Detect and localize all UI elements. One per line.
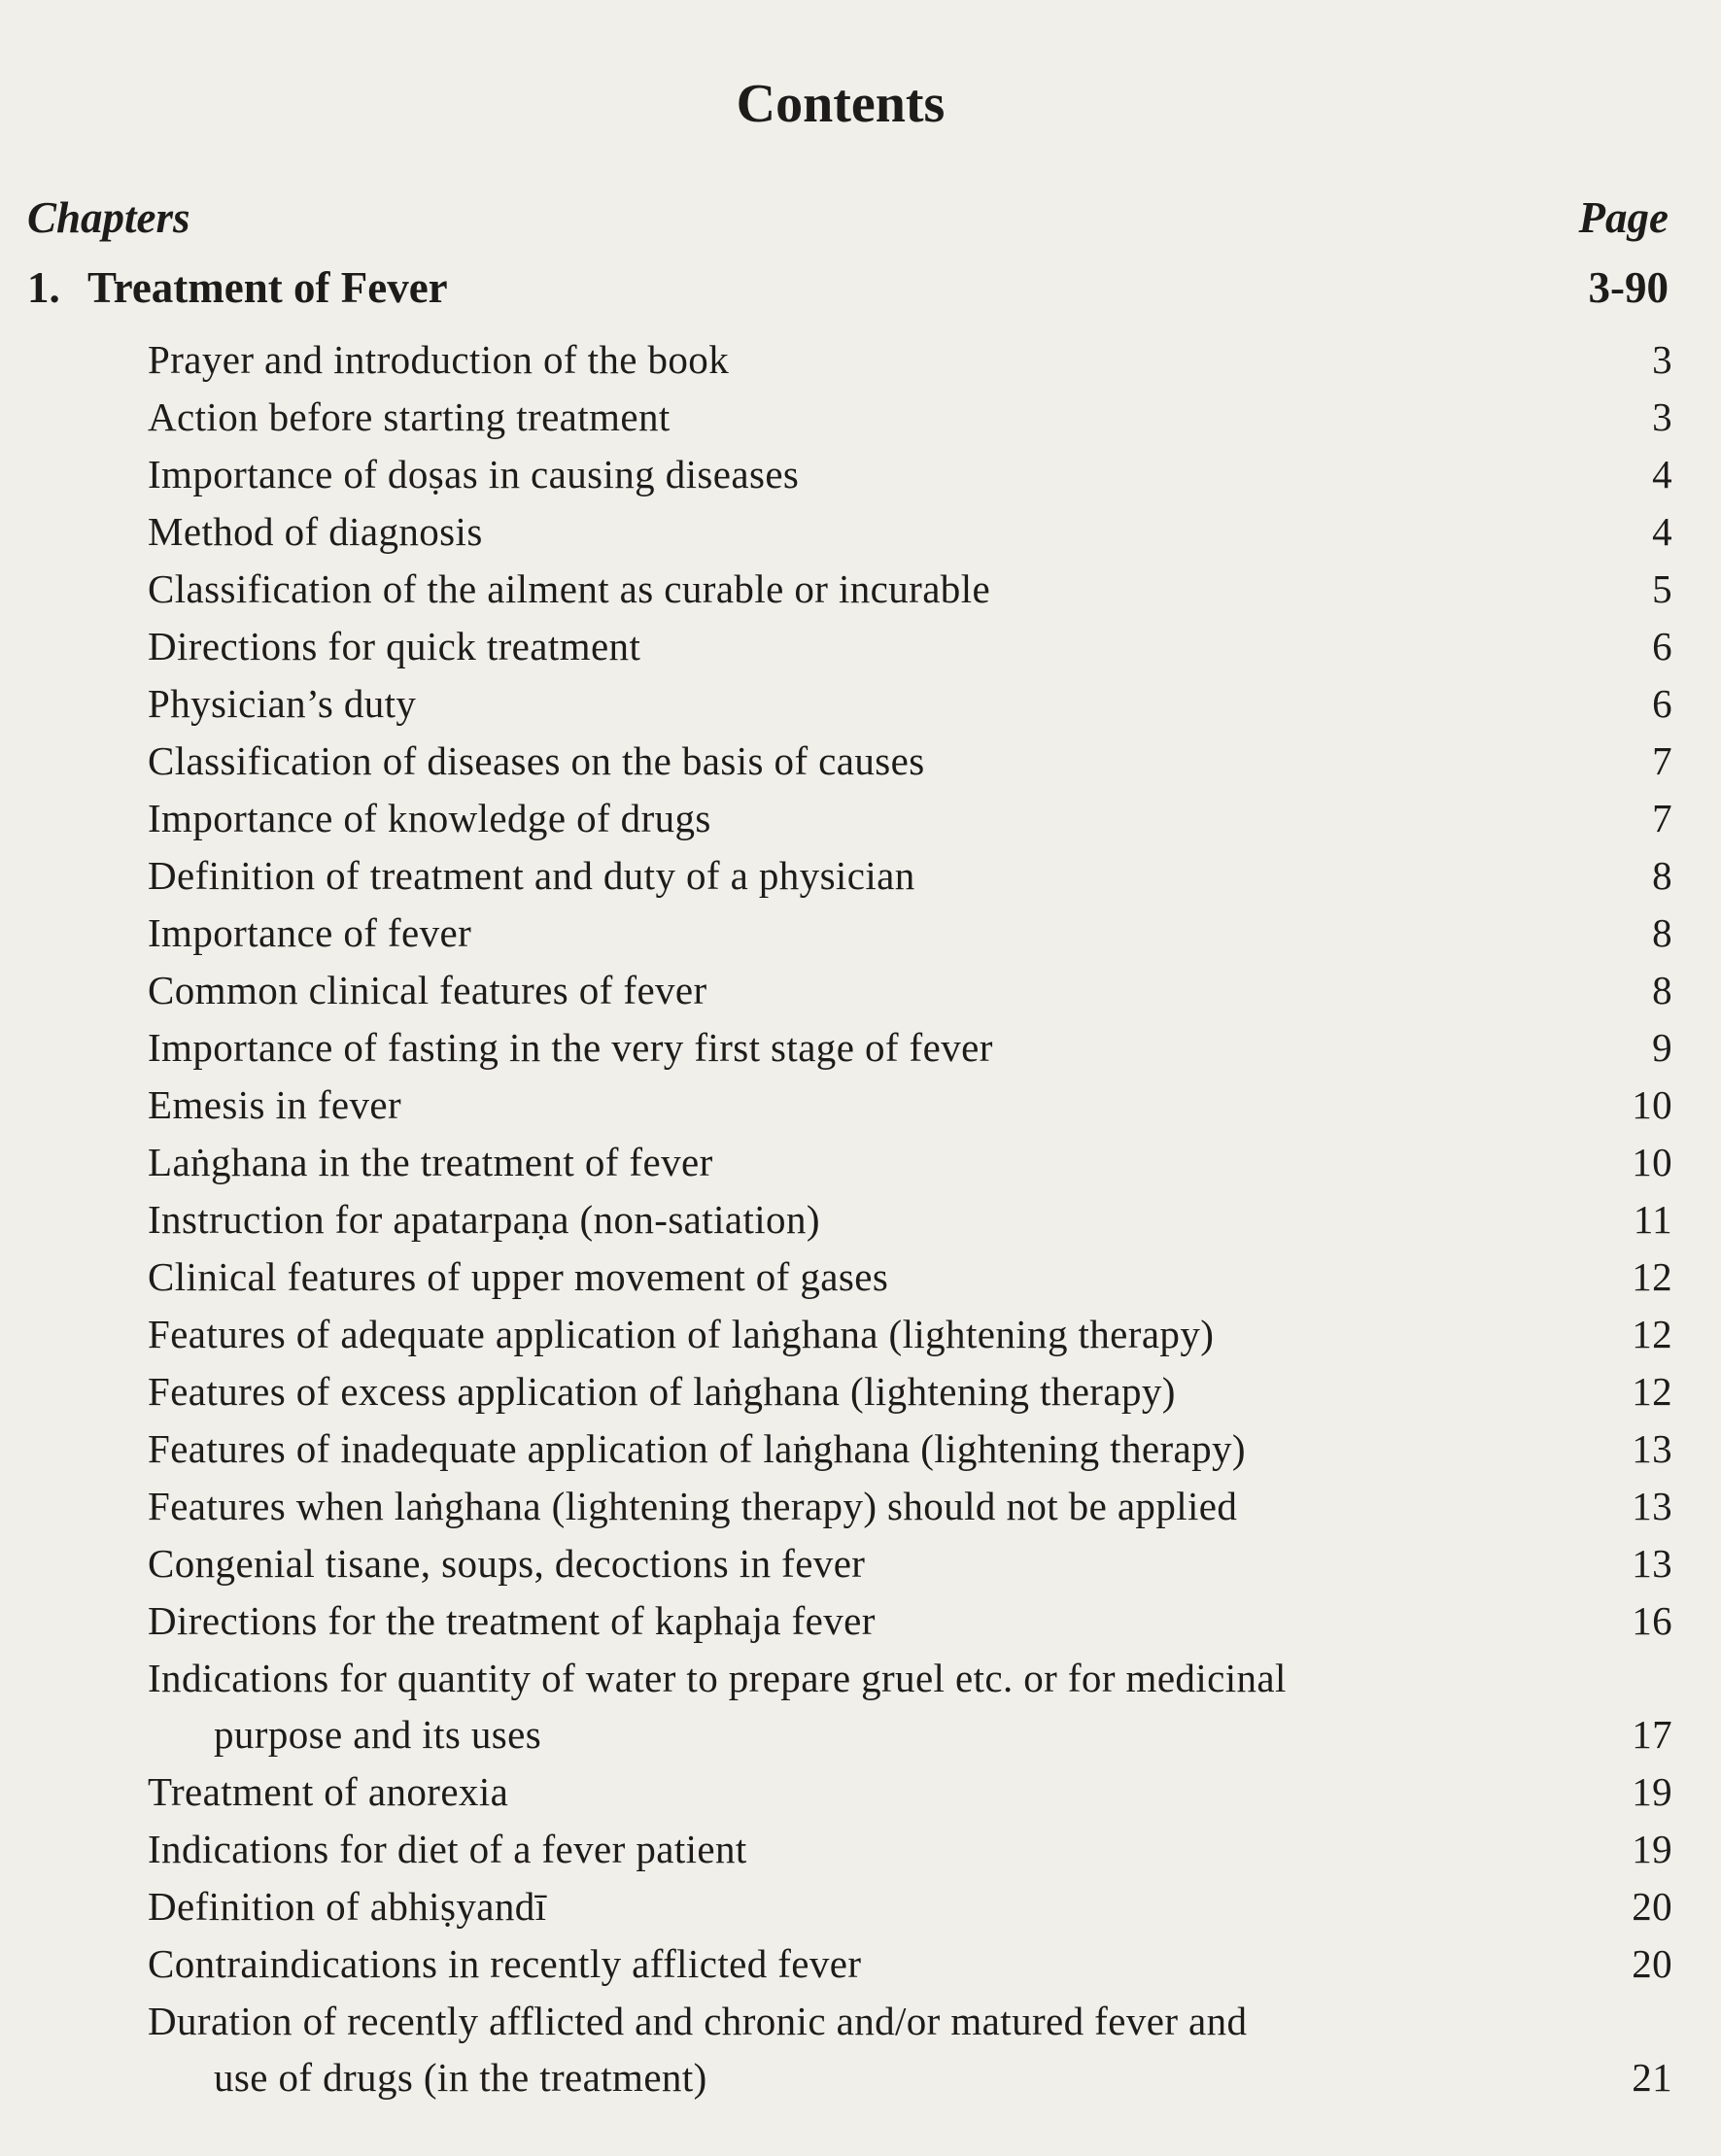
toc-entry-page-number: 12	[1632, 1312, 1672, 1356]
toc-entry-page-number: 6	[1652, 624, 1672, 668]
toc-entry-title: Importance of knowledge of drugs	[148, 796, 711, 840]
toc-entry	[148, 908, 1672, 966]
chapter-title: Treatment of Fever	[87, 263, 448, 312]
toc-entry-page-number: 11	[1633, 1197, 1672, 1242]
toc-entry	[148, 1882, 1672, 1939]
toc-entry-title: Treatment of anorexia	[148, 1769, 509, 1814]
toc-entry	[148, 1997, 1672, 2110]
toc-entry	[148, 450, 1672, 507]
toc-entry-page-number: 9	[1652, 1025, 1672, 1070]
toc-entry	[148, 1654, 1672, 1767]
toc-entry-title: Physician’s duty	[148, 681, 417, 726]
toc-entry-page-number: 19	[1632, 1827, 1672, 1871]
toc-entry-page-number: 13	[1632, 1541, 1672, 1586]
toc-entry	[148, 1367, 1672, 1424]
toc-entry	[148, 679, 1672, 736]
toc-entry-title: Definition of abhiṣyandī	[148, 1884, 547, 1929]
toc-entry-title: Common clinical features of fever	[148, 968, 707, 1012]
toc-entry	[148, 507, 1672, 565]
toc-entry	[148, 1023, 1672, 1080]
page-title: Contents	[736, 74, 946, 134]
toc-entry-page-number: 17	[1632, 1712, 1672, 1757]
toc-entry	[148, 966, 1672, 1023]
chapters-column-header: Chapters	[27, 193, 190, 242]
toc-entry-page-number: 4	[1652, 509, 1672, 554]
toc-entry	[148, 1767, 1672, 1825]
toc-entry-title: Indications for diet of a fever patient	[148, 1827, 747, 1871]
toc-entry-page-number: 16	[1632, 1598, 1672, 1643]
toc-entry-page-number: 10	[1632, 1140, 1672, 1184]
toc-entry	[148, 1424, 1672, 1482]
toc-entry	[148, 1939, 1672, 1997]
toc-entry-title: Prayer and introduction of the book	[148, 337, 730, 382]
toc-entry-title-continuation: purpose and its uses	[214, 1712, 542, 1757]
toc-entry-title: Action before starting treatment	[148, 394, 671, 439]
toc-entry	[148, 393, 1672, 450]
toc-entry	[148, 1482, 1672, 1539]
toc-entry-page-number: 20	[1632, 1941, 1672, 1986]
toc-entry-page-number: 3	[1652, 337, 1672, 382]
toc-entry-title: Classification of the ailment as curable or incurable	[148, 566, 991, 611]
toc-entry-title: Emesis in fever	[148, 1082, 402, 1127]
toc-entry-page-number: 4	[1652, 452, 1672, 496]
toc-entry	[148, 1310, 1672, 1367]
toc-entry-page-number: 10	[1632, 1082, 1672, 1127]
toc-entry	[148, 565, 1672, 622]
toc-entry-title: Indications for quantity of water to prepare gruel etc. or for medicinal	[148, 1656, 1287, 1700]
toc-entry-title: Instruction for apatarpaṇa (non-satiation)	[148, 1197, 820, 1242]
toc-entry-title: Congenial tisane, soups, decoctions in fever	[148, 1541, 866, 1586]
toc-entry-list	[148, 335, 1672, 2110]
toc-entry-page-number: 13	[1632, 1426, 1672, 1471]
toc-entry-page-number: 13	[1632, 1484, 1672, 1528]
toc-entry-title: Features of inadequate application of laṅghana (lightening therapy)	[148, 1426, 1246, 1471]
toc-entry	[148, 1252, 1672, 1310]
toc-entry	[148, 1596, 1672, 1654]
toc-entry-title: Features of excess application of laṅghana (lightening therapy)	[148, 1369, 1176, 1414]
toc-entry-page-number: 6	[1652, 681, 1672, 726]
toc-entry-title-continuation: use of drugs (in the treatment)	[214, 2055, 707, 2100]
toc-entry-title: Definition of treatment and duty of a physician	[148, 853, 915, 898]
toc-entry-page-number: 7	[1652, 738, 1672, 783]
toc-entry-title: Features when laṅghana (lightening therapy) should not be applied	[148, 1484, 1238, 1528]
toc-entry-title: Importance of fasting in the very first stage of fever	[148, 1025, 993, 1070]
toc-entry-title: Method of diagnosis	[148, 509, 483, 554]
toc-entry-page-number: 8	[1652, 968, 1672, 1012]
toc-entry-title: Contraindications in recently afflicted fever	[148, 1941, 862, 1986]
toc-entry-title: Clinical features of upper movement of gases	[148, 1254, 889, 1299]
chapter-number: 1.	[27, 263, 60, 312]
toc-entry	[148, 622, 1672, 679]
toc-entry	[148, 851, 1672, 908]
toc-entry-title: Duration of recently afflicted and chronic and/or matured fever and	[148, 1999, 1248, 2043]
toc-entry-page-number: 5	[1652, 566, 1672, 611]
toc-entry-title: Importance of doṣas in causing diseases	[148, 452, 800, 496]
toc-entry-page-number: 21	[1632, 2055, 1672, 2100]
chapter-page-range: 3-90	[1588, 263, 1669, 312]
toc-entry-page-number: 8	[1652, 910, 1672, 955]
toc-entry-page-number: 12	[1632, 1254, 1672, 1299]
toc-entry-page-number: 3	[1652, 394, 1672, 439]
toc-entry	[148, 1138, 1672, 1195]
toc-entry-page-number: 19	[1632, 1769, 1672, 1814]
page-column-header: Page	[1578, 193, 1669, 242]
toc-entry-page-number: 8	[1652, 853, 1672, 898]
toc-entry-page-number: 20	[1632, 1884, 1672, 1929]
toc-entry	[148, 1825, 1672, 1882]
toc-entry-title: Directions for the treatment of kaphaja fever	[148, 1598, 876, 1643]
toc-entry	[148, 1080, 1672, 1138]
chapter-heading	[27, 262, 1669, 321]
toc-entry	[148, 794, 1672, 851]
toc-entry-title: Classification of diseases on the basis of causes	[148, 738, 925, 783]
toc-entry-title: Features of adequate application of laṅghana (lightening therapy)	[148, 1312, 1215, 1356]
toc-entry	[148, 1195, 1672, 1252]
toc-entry	[148, 736, 1672, 794]
toc-entry-title: Directions for quick treatment	[148, 624, 641, 668]
toc-entry	[148, 335, 1672, 393]
toc-entry	[148, 1539, 1672, 1596]
toc-entry-page-number: 7	[1652, 796, 1672, 840]
toc-entry-title: Laṅghana in the treatment of fever	[148, 1140, 713, 1184]
toc-entry-page-number: 12	[1632, 1369, 1672, 1414]
toc-entry-title: Importance of fever	[148, 910, 472, 955]
